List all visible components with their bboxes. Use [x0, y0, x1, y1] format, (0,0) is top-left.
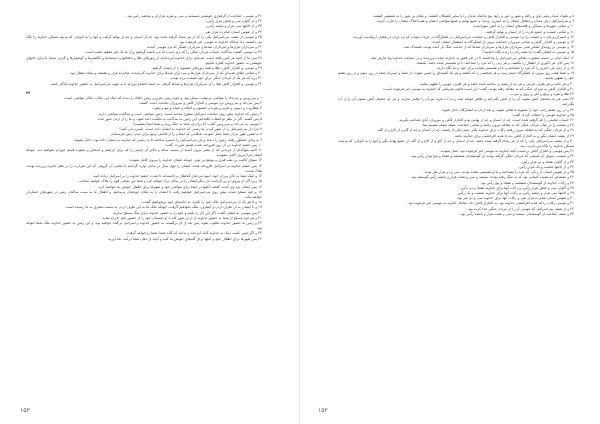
- verse-paragraph: ۳۱ پس موسی و العازار کاهن برحسب آنچه خداوند به موسی امر فرموده بود، عمل نمودند.: [439, 149, 574, 154]
- verse-paragraph: ۱۲ و اسیران و غارت و غنیمت را نزد موسی و العازار کاهن و جماعت بنی‌اسرائیل در لشکرگاه در عربات موآب که نزد اردن در مقابل اریحاست آوردند.: [351, 34, 574, 39]
- verse-paragraph: ۴۱ و موسی زکات را که هدیه افراشتنی خداوند بود، به العازار کاهن داد، چنانکه خداوند به موسی امر فرموده بود.: [407, 201, 574, 206]
- verse-paragraph: ۲۴ پس شهرها برای اطفال خود و آغلها برای گله‌های خویش بنا کنید و آنچه از دهان شما درآمد، بجا آورید.: [107, 236, 262, 241]
- verse-paragraph: ۳۵ و موسی از نصف بنی‌اسرائیل یکی را که از هر پنجاه گرفته شده بود، چه از انسان و چه از بهائم گرفت و آنها را به لاویانی که ودیعه مسکن خداوند را نگاه می داشتند، داد چنانکه خداوند به موسی امر فرموده بود.: [26, 34, 262, 45]
- verse-paragraph: ۱۱ البته هیچ‌کدام از مردانی که از مصر بیرون آمدند از بیست ساله و بالاتر آن زمینی را که برای ابراهیم و اسحاق و یعقوب قسم خوردم نخواهند دید، چونکه ایشان مرا پیروی کامل ننمودند.: [26, 148, 262, 158]
- verse-paragraph: ۱۲ سوای کالیب بن یفنه قنزی و یوشع بن نون، چونکه ایشان خداوند را پیروی کامل نمودند.: [128, 158, 262, 163]
- verse-paragraph: ۴۲ و از نصف بنی‌اسرائیل که موسی آن را از مردان جنگی جدا کرده بود،: [467, 206, 574, 211]
- verse-paragraph: ۱۷ پس الان هر ذکوری از اطفال را بکشید، و هر زنی را که مرد را شناخته، با او همبستر شده باشد، بکشید.: [416, 60, 574, 65]
- verse-paragraph: ۸ و ملوک مدیان یعنی اوی و راقم و صور و حور و رابع، پنج پادشاه مدیان را با سایر کشتگان کشتند، و بلعام بن بعور را به شمشیر کشتند.: [372, 14, 574, 18]
- verse-paragraph: ۱۶ پس ایشان نزد وی آمده، گفتند: آغلها در اینجا برای مواشی خود و شهرها برای اطفال خویش بنا خواهیم کرد.: [97, 184, 262, 189]
- verse-paragraph: ۳۷ و زکات خداوند از گوسفندان ششصد و هفتاد و پنج رأس بود.: [479, 180, 574, 185]
- verse-paragraph: ۲۶ حساب غنایمی را که گرفته شده است، چه از انسان و چه از بهایم، تو و العازار کاهن و سروران آبای جماعت بگیرید.: [398, 118, 574, 123]
- verse-paragraph: ۷ چرا دل بنی‌اسرائیل را از عبور کردن به زمینی که خداوند به ایشان داده است، دلسرد می کنید؟: [119, 127, 262, 132]
- verse-paragraph: ۲۰ و هر جامه و هر ظرف چرمی و هر چه از پشم بز ساخته شده باشد و هر ظرف چوبین را تطهیر نمایید.: [418, 81, 574, 86]
- verse-paragraph: ۳۶ و نصفه‌ای که نصیب کسانی بود که به جنگ رفته بودند، سیصد و سی و هفت هزار و پانصد رأس گوسفند بود.: [410, 175, 574, 180]
- verse-paragraph: ۳۴ و از نفوس انسان شانزده هزار نفر.: [204, 29, 262, 34]
- verse-paragraph: ۲۴ و در روز هفتم رخت خود را بشویید تا طاهر شوید، و بعد از آن به لشکرگاه داخل شوید.: [441, 107, 574, 112]
- verse-paragraph: ۴۱ زیرا که هر یک از مردان جنگی برای خود غنیمت برده بودند.: [169, 76, 262, 81]
- verse-paragraph: ۳۸ پس ما از آنچه هر کس یافته است، هدیه‌ای برای خداوند آورده‌ایم، از زیورهای طلا و خلخالها و دستبندها و انگشترها و گوشوارها و گردن بندها، تا برای جانهای خویشتن به حضور خداوند کفاره نماییم.: [26, 55, 262, 65]
- verse-paragraph: ۱۹ و با ایشان به آن طرف اردن و آنطرف، ملک نخواهیم گرفت، چونکه ملک ما به این طرف اردن به سمت مشرق به ما رسیده است.: [64, 205, 262, 210]
- verse-paragraph: ۹ به وادی اشکول رفته، زمین را دیدند و دل بنی‌اسرائیل را دلسرد ساختند تا به زمینی که خداوند به ایشان داده بود، داخل نشوند.: [73, 137, 262, 142]
- verse-paragraph: ۱۵ و موسی به ایشان گفت: آیا همه زنان را زنده نگاه داشتید؟: [482, 50, 574, 55]
- right-page: [300, 0, 600, 424]
- verse-paragraph: ۱ و بنی‌روبین و بنی‌جاد را مواشی بی‌نهایت بسیار بود، و چون زمین یعزیر و زمین جلعاد را دیدند که اینک این مکان، مکان مواشی است،: [63, 96, 262, 101]
- verse-paragraph: ۱۴ و موسی بر رؤسای لشکر یعنی سرداران هزارها و سرداران صدها که از خدمت جنگ باز آمده بودند، غضبناک شد.: [403, 45, 574, 50]
- verse-paragraph: ۲۹ از نصف ایشان بگیر و به العازار کاهن بده تا هدیه افراشتنی برای خداوند باشد.: [453, 133, 574, 138]
- verse-paragraph: ۲ پس بنی‌جاد و بنی‌روبین نزد موسی و العازار کاهن و سروران جماعت آمده، گفتند:: [138, 101, 262, 106]
- verse-paragraph: ۱۶ اینک اینان بر حسب مشورت بلعام، بنی‌اسرائیل را واداشتند تا در امر فغور به خداوند خیانت ورزیدند و در جماعت خداوند وبا عارض شد.: [370, 55, 574, 60]
- verse-paragraph: ۱۳ و موسی و العازار کاهن و تمامی سروران جماعت بیرون از لشکرگاه به استقبال ایشان آمدند.: [431, 40, 574, 45]
- right-text-column: [338, 14, 574, 400]
- verse-paragraph: ۱۱ و تمامی غنیمت و جمیع غارت را از انسان و بهایم گرفتند.: [484, 29, 574, 34]
- right-page-number: ۱۵۲: [318, 407, 328, 414]
- verse-paragraph: ۹ و بنی‌اسرائیل زنان مدیان و اطفال ایشان را به اسیری بردند، و جمیع بهایم و جمیع مواشی ایشان و همه املاک ایشان را غارت کردند.: [375, 19, 574, 24]
- verse-paragraph: ۲۲ طلا و نقره و برنج و آهن و روی و سرب،: [509, 92, 574, 97]
- verse-paragraph: ۳۸ و گاوان سی و شش هزار رأس، و زکات آنها برای خداوند هفتاد و دو رأس.: [459, 185, 574, 190]
- verse-paragraph: ۴۲ و موسی و العازار کاهن طلا را از سرداران هزارها و صدها گرفته، به خیمه اجتماع آوردند تا به جهت بنی‌اسرائیل به حضور خداوند یادگار باشد.: [49, 81, 262, 86]
- left-page-number: ۱۵۳: [20, 407, 30, 414]
- verse-paragraph: ۵ پس گفتند: اگر در نظر تو التفات یافته‌ایم، این زمین به بندگانت به ملکیت داده شود، و ما را از اردن عبور مده.: [97, 116, 262, 121]
- verse-paragraph: ۱۸ و از زنان هر دختری را که مرد را نشناخته و با او همبستر نشده، برای خود زنده نگاه دارید.: [436, 66, 574, 71]
- verse-paragraph: ۲۱ و هر مرد مسلح از شما به حضور خداوند از اردن عبور کند تا او دشمنان خود را از حضور خود اخراج نماید،: [101, 215, 262, 220]
- verse-paragraph: ۳۲ و غنیمت، سوای آن غنیمتی که مردان جنگی گرفته بودند، از گوسفندان ششصد و هفتاد و پنج هزار رأس بود،: [410, 154, 574, 159]
- verse-paragraph: ۳۹ و موسی و العازار کاهن، طلا و همه زیورهای مصنوع را از ایشان گرفتند.: [150, 66, 262, 71]
- verse-paragraph: ۲۸ و از مردان جنگی که به مقاتله بیرون رفتند زکات برای خداوند بگیر، یعنی یکی از پانصد، چه از انسان و چه از گاو و از الاغ و از گله.: [376, 128, 574, 133]
- verse-paragraph: ۲۲ و زمین به حضور خداوند مغلوب شود، پس بعد از آن برگشته، به حضور خداوند و اسرائیل بی‌گناه خواهید بود، و این زمین به حضور خداوند ملک شما خواهد بود.: [26, 220, 262, 231]
- verse-paragraph: ۱۰ پس خشم خداوند در آن روز افروخته شده، قسم خورده، گفت:: [164, 142, 262, 147]
- verse-paragraph: ۲۵ و خداوند موسی را خطاب کرده، گفت:: [511, 112, 574, 117]
- verse-paragraph: ۲۳ یعنی هر چه متحمل آتش بشود، آن را از آتش بگذرانید و طاهر خواهد شد، و به آب تنزیه نیز آن را طاهر سازید، و هر چه متحمل آتش نشود، آن را از آب بگذرانید.: [338, 97, 574, 107]
- verse-paragraph: ۲۰ پس موسی به ایشان گفت: اگر این کار را بکنید و خود را به حضور خداوند برای جنگ مسلح سازید،: [112, 210, 262, 215]
- verse-paragraph: ۶ موسی به بنی‌جاد و بنی‌روبین گفت: آیا برادران شما به جنگ روند و شما اینجا بنشینید؟: [132, 122, 262, 127]
- verse-paragraph: ۳۵ و از نفوس انسان از زنانی که مرد را نشناخته و با او همبستر نشده بودند، سی و دو هزار نفر بودند.: [423, 170, 574, 175]
- verse-paragraph: ۳۳ و از گاوان هفتاد و دو هزار رأس،: [520, 159, 574, 164]
- verse-paragraph: ۳۰ و از نصف بنی‌اسرائیل یکی را که از هر پنجاه گرفته شده باشد، چه از انسان و چه از گاو و از الاغ و از گله، از جمیع بهایم بگیر و آنها را به لاویانی که ودیعت مسکن خداوند را نگاه می دارند، بده.: [338, 138, 574, 149]
- verse-paragraph: ۱۷ و خود مسلح شده، پیش روی بنی‌اسرائیل خواهیم رفت تا ایشان را به مکان خودشان برسانیم، و اطفال ما به سبب ساکنان زمین در شهرهای حصاردار خواهند ماند.: [26, 189, 262, 199]
- verse-paragraph: ۲۱ و العازار کاهن به مردان جنگی که به مقاتله رفته بودند، گفت: این است قانون شریعتی که خداوند به موسی امر فرموده است:: [383, 86, 574, 91]
- verse-paragraph: ۳۲ و از گاوان سی و شش هزار رأس،: [206, 19, 262, 24]
- verse-paragraph: ۳۱ و موسی، جماعت از گرفتاری خویشتن مسیحیه و سی و نفرند هزاران و پنجصد رأس بود.: [126, 14, 262, 18]
- verse-paragraph: ۲۳ و اگر چنین نکنید، اینک به خداوند گناه کرده‌اید و بدانید که گناه شما، شما را خواهد گرفت.: [125, 231, 262, 236]
- verse-paragraph: ۳۹ و الاغها سی هزار و پانصد رأس، و زکات آنها برای خداوند شصت و یک رأس.: [456, 190, 574, 195]
- verse-paragraph: ۲۷ و غنیمت را در میان مردان جنگی که به مقاتله بیرون رفتند و تمامی جماعت، نصف نصف تقسیم نما.: [421, 123, 574, 128]
- verse-paragraph: ۴۰ و نفوس انسان شانزده هزار نفر، و زکات آنها برای خداوند سی و دو نفر بود.: [456, 196, 574, 201]
- verse-paragraph: ۳۲: [26, 90, 31, 95]
- verse-paragraph: ۱۳ پس خشم خداوند بر اسرائیل افروخته شده، ایشان را چهل سال در بیابان آواره گردانید تا تمامی آن گروهی که این شرارت را در نظر خداوند ورزیده بودند، هلاک شدند.: [26, 163, 262, 173]
- verse-paragraph: ۱۸ و تا هر یک از بنی‌اسرائیل ملک خود را نگیرد، به خانه‌های خود برنخواهیم گشت.: [141, 200, 262, 205]
- verse-paragraph: ۴ زمینی که خداوند پیش روی جماعت اسرائیل مفتوح ساخته است، زمین مواشی است و بندگانت مواشی دارند.: [97, 111, 262, 116]
- verse-paragraph: ۴۳ و نصف جماعت از گوسفندان سیصد و سی و هفت هزار و پانصد رأس بود.: [459, 211, 574, 216]
- verse-paragraph: ۱۵ زیرا اگر از پیروی او رو گردانید، بار دیگر ایشان را در بیابان ترک خواهد کرد و شما این تمامی قوم را هلاک خواهید ساخت.: [78, 179, 262, 184]
- verse-paragraph: ۳ عطاروت و دیبون و یعزیر و نمره و حشبون و العاله و شبام و نبو و بعون،: [152, 106, 262, 111]
- verse-paragraph: ۳۷ به موسی گفتند: بندگانت حساب مردان جنگی را که زیر دست ما می باشند گرفتیم و از ما یک نفر مفقود نشده است.: [84, 50, 262, 55]
- verse-paragraph: ۱۴ و اینک شما به جای پدران خود، انبوه مردمان گناهکار برخاسته‌اید تا شدت خشم خداوند را بر اسرائیل زیاده کنید.: [92, 174, 262, 179]
- verse-paragraph: ۳۴ و از الاغها شصت و یک هزار رأس،: [518, 164, 574, 169]
- verse-paragraph: ۴۰ و تمامی طلای هدیه‌ای که از سرداران هزارها و سرداران صدها برای خداوند گذرانیدند، شانزده هزار و هفتصد و پنجاه مثقال بود.: [69, 71, 262, 76]
- left-text-column: [26, 14, 262, 400]
- verse-paragraph: ۱۰ و تمامی شهرها و مساکن و قلعه‌های ایشان را به آتش سوزانیدند.: [472, 24, 574, 29]
- verse-paragraph: ۸ به همین طور پدران شما عمل نمودند، هنگامی که ایشان را از قادش برنیع برای دیدن زمین فرستادم.: [110, 132, 262, 137]
- verse-paragraph: ۱۹ و شما هفت روز بیرون از لشکرگاه خیمه زنید، و هر شخصی را که کشته و هر که کشته‌ای را لمس نموده، از شما و اسیران شما در روز سوم و در روز هفتم خود را تطهیر نمایید.: [338, 71, 574, 81]
- verse-paragraph: ۳۶ و سرداران هزارها و سرداران صدها و سرداران لشکر که نزد موسی آمدند،: [146, 45, 262, 50]
- verse-paragraph: ۳۳ و از الاغها سی هزار و پانصد رأس،: [206, 24, 262, 29]
